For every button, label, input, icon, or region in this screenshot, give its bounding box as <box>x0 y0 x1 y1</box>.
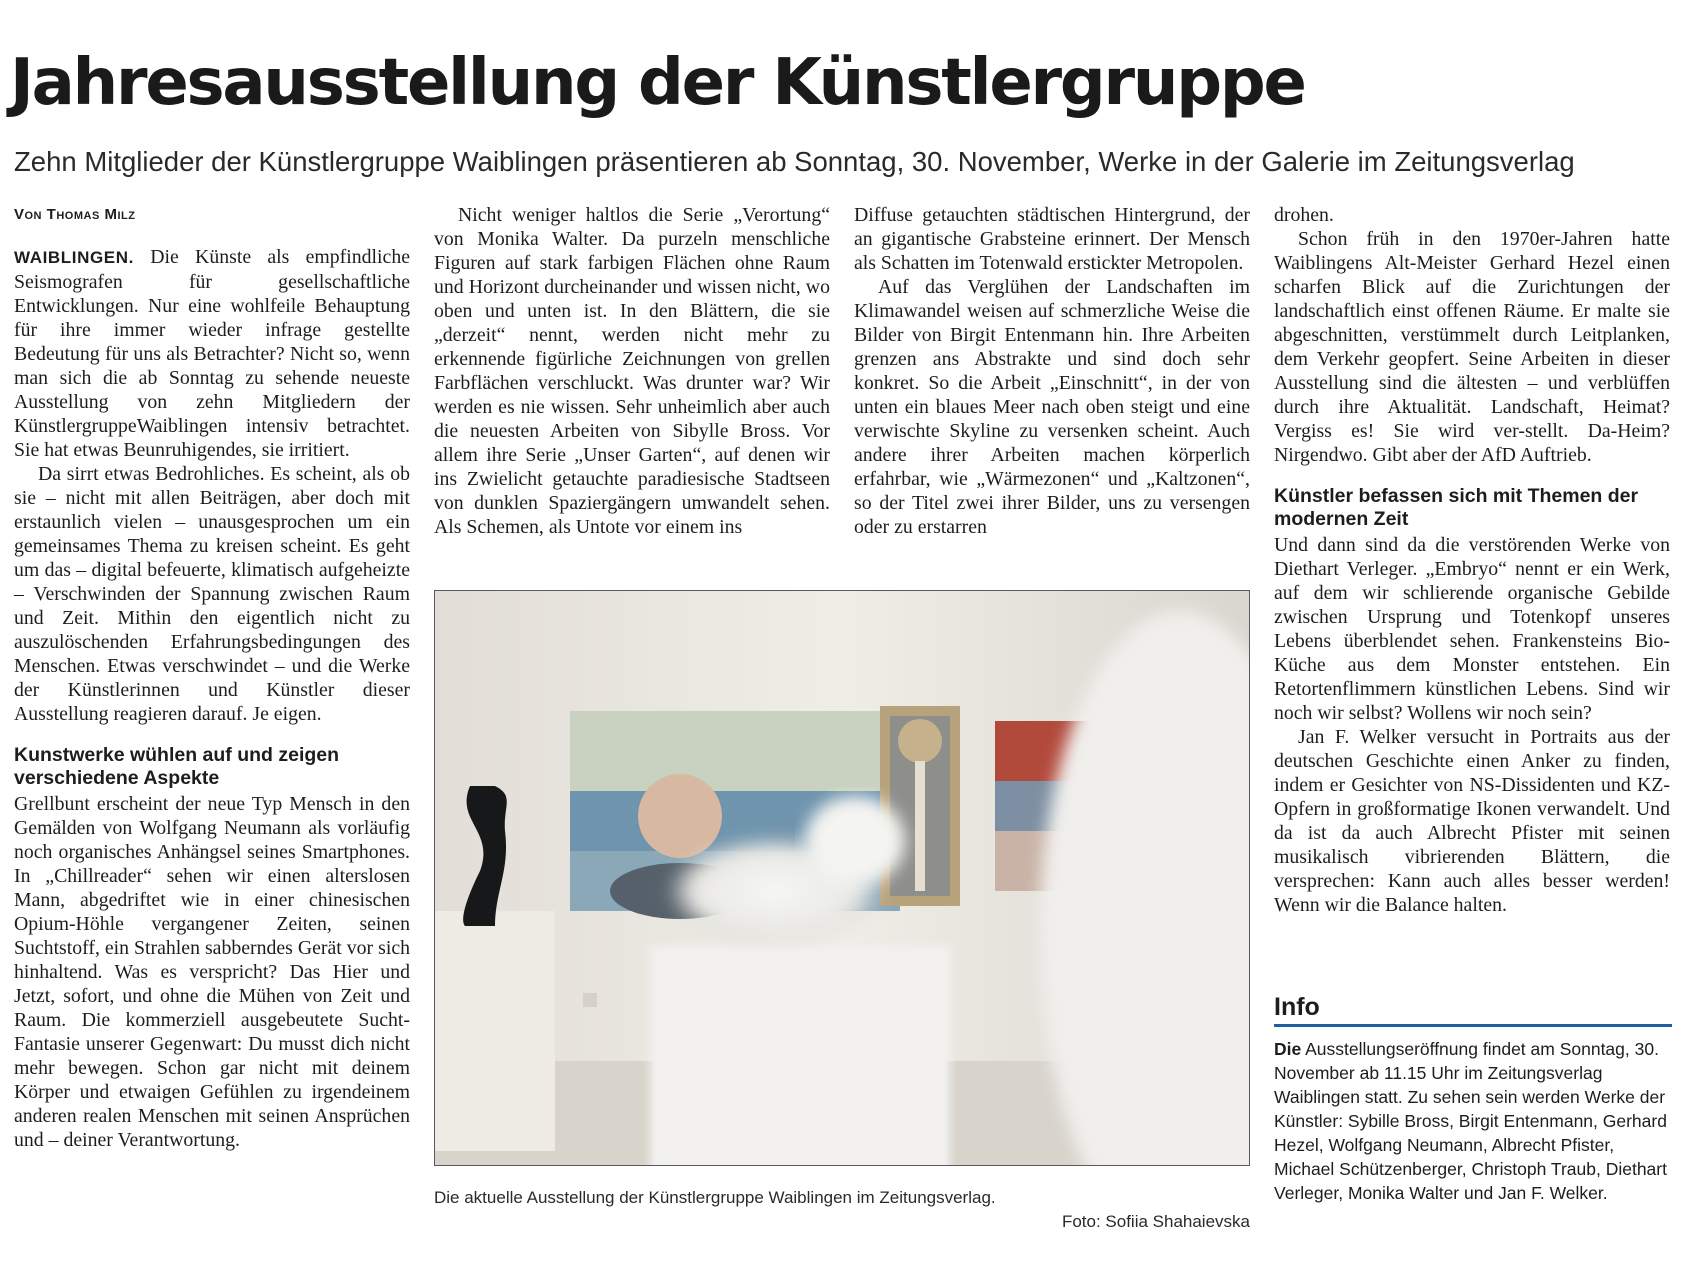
info-box <box>1274 990 1672 1205</box>
paragraph-9: Und dann sind da die verstörenden Werke von Diethart Verleger. „Embryo“ nennt er ein Werk, auf dem wir schlierende organische Gebilde zwischen Ursprung und Totenkopf unseres Lebens überblendet sehen. Frankensteins Bio-Küche aus dem Monster entstehen. Ein Retortenflimmern künstlichen Lebens. Sind wir noch wir selbst? Wollens wir noch sein? <box>1274 534 1670 724</box>
photo-caption: Die aktuelle Ausstellung der Künstlergruppe Waiblingen im Zeitungsverlag. <box>434 1188 996 1207</box>
paragraph-10: Jan F. Welker versucht in Portraits aus der deutschen Geschichte einen Anker zu finden, indem er Gesichter von NS-Dissidenten und KZ-Opfern in großformatige Ikonen verwandelt. Und da ist da auch Albrecht Pfister mit seinen musikalisch vibrierenden Blättern, die versprechen: Kann auch alles besser werden! Wenn wir die Balance halten. <box>1274 726 1670 916</box>
column-2 <box>434 203 830 539</box>
paragraph-7: drohen. <box>1274 204 1334 226</box>
paragraph-5: Diffuse getauchten städtischen Hintergrund, der an gigantische Grabsteine erinnert. Der Mensch als Schatten im Totenwald erstickter Metropolen. <box>854 204 1250 274</box>
byline: Von Thomas Milz <box>14 206 136 223</box>
info-title: Info <box>1274 993 1320 1021</box>
headline: Jahresausstellung der Künstlergruppe <box>10 46 1305 120</box>
intro-text: Die Künste als empfindliche Seismografen für gesellschaftliche Entwicklungen. Nur eine wohlfeile Behauptung für ihre immer wieder infrage gestellte Bedeutung für uns als Betrachter? Nicht so, wenn man sich die ab Sonntag zu sehende neueste Ausstellung von zehn Mitgliedern der KünstlergruppeWaiblingen intensiv betrachtet. Sie hat etwas Beunruhigendes, sie irritiert. <box>14 246 410 461</box>
info-rule <box>1274 1024 1672 1027</box>
paragraph-2: Da sirrt etwas Bedrohliches. Es scheint, als ob sie – nicht mit allen Beiträgen, aber doch mit erstaunlich vielen – unausgesprochen um ein gemeinsames Thema zu kreisen scheint. Es geht um das – digital befeuerte, klimatisch aufgeheizte – Verschwinden der Spannung zwischen Raum und Zeit. Mithin den eigentlich nicht zu auszulöschenden Erfahrungsbedingungen des Menschen. Etwas verschwindet – und die Werke der Künstlerinnen und Künstler dieser Ausstellung reagieren darauf. Je eigen. <box>14 463 410 725</box>
subheadline: Zehn Mitglieder der Künstlergruppe Waiblingen präsentieren ab Sonntag, 30. November, Werke in der Galerie im Zeitungsverlag <box>14 146 1575 177</box>
subheading-1: Kunstwerke wühlen auf und zeigen verschiedene Aspekte <box>14 744 340 789</box>
info-body: Ausstellungseröffnung findet am Sonntag, 30. November ab 11.15 Uhr im Zeitungsverlag Waiblingen statt. Zu sehen sein werden Werke der Künstler: Sybille Bross, Birgit Entenmann, Gerhard Hezel, Wolfgang Neumann, Albrecht Pfister, Michael Schützenberger, Christoph Traub, Diethart Verleger, Monika Walter und Jan F. Welker. <box>1274 1039 1667 1203</box>
info-lead: Die <box>1274 1039 1302 1059</box>
intro-paragraph <box>14 245 410 462</box>
paragraph-8: Schon früh in den 1970er-Jahren hatte Waiblingens Alt-Meister Gerhard Hezel einen scharfen Blick auf die Zurichtungen der landschaftlich einst offenen Räume. Er malte sie abgeschnitten, verstümmelt durch Leitplanken, dem Verkehr geopfert. Seine Arbeiten in dieser Ausstellung sind die ältesten – und verblüffen durch ihre Aktualität. Landschaft, Heimat? Vergiss es! Sie wird ver-stellt. Da-Heim? Nirgendwo. Gibt aber der AfD Auftrieb. <box>1274 228 1670 466</box>
photo-credit: Foto: Sofiia Shahaievska <box>1061 1212 1250 1231</box>
exhibition-photo <box>434 590 1250 1166</box>
info-text <box>1274 1037 1672 1205</box>
paragraph-3: Grellbunt erscheint der neue Typ Mensch in den Gemälden von Wolfgang Neumann als vorläufig noch organisches Anhängsel seines Smartphones. In „Chillreader“ sehen wir einen alterslosen Mann, abgedriftet wie in einer chinesischen Opium-Höhle vergangener Zeiten, seinen Suchtstoff, ein Strahlen sabberndes Gerät vor sich hinhaltend. Was es verspricht? Das Hier und Jetzt, sofort, und ohne die Mühen von Zeit und Raum. Die kommerziell ausgebeutete Sucht-Fantasie unserer Gegenwart: Du musst dich nicht mehr bewegen. Schon gar nicht mit deinem Körper und etwaigen Gefühlen zu irgendeinem anderen realen Menschen mit seinen Ansprüchen und – deiner Verantwortung. <box>14 793 410 1151</box>
subheading-2: Künstler befassen sich mit Themen der modernen Zeit <box>1274 485 1639 530</box>
column-4 <box>1274 203 1670 917</box>
paragraph-4: Nicht weniger haltlos die Serie „Verortung“ von Monika Walter. Da purzeln menschliche Figuren auf stark farbigen Flächen ohne Raum und Horizont durcheinander und wissen nicht, wo oben und unten ist. In den Blättern, die sie „derzeit“ nennt, werden nicht mehr zu erkennende figürliche Zeichnungen von grellen Farbflächen verschluckt. Was drunter war? Wir werden es nie wissen. Sehr unheimlich aber auch die neuesten Arbeiten von Sibylle Bross. Vor allem ihre Serie „Unser Garten“, auf denen wir ins Zwielicht getauchte paradiesische Stadtseen von dunklen Spaziergängern umwandelt sehen. Als Schemen, als Untote vor einem ins <box>434 204 830 538</box>
column-3 <box>854 203 1250 539</box>
exhibition-photo-image <box>435 591 1249 1165</box>
dateline: WAIBLINGEN. <box>14 248 134 267</box>
paragraph-6: Auf das Verglühen der Landschaften im Klimawandel weisen auf schmerzliche Weise die Bilder von Birgit Entenmann hin. Ihre Arbeiten grenzen ans Abstrakte und sind doch sehr konkret. So die Arbeit „Einschnitt“, in der von unten ein blaues Meer nach oben steigt und eine verwischte Skyline zu versenken scheint. Auch andere ihrer Arbeiten machen körperlich erfahrbar, wie „Wärmezonen“ und „Kaltzonen“, so der Titel zwei ihrer Bilder, uns zu versengen oder zu erstarren <box>854 276 1250 538</box>
column-1 <box>14 203 410 1152</box>
